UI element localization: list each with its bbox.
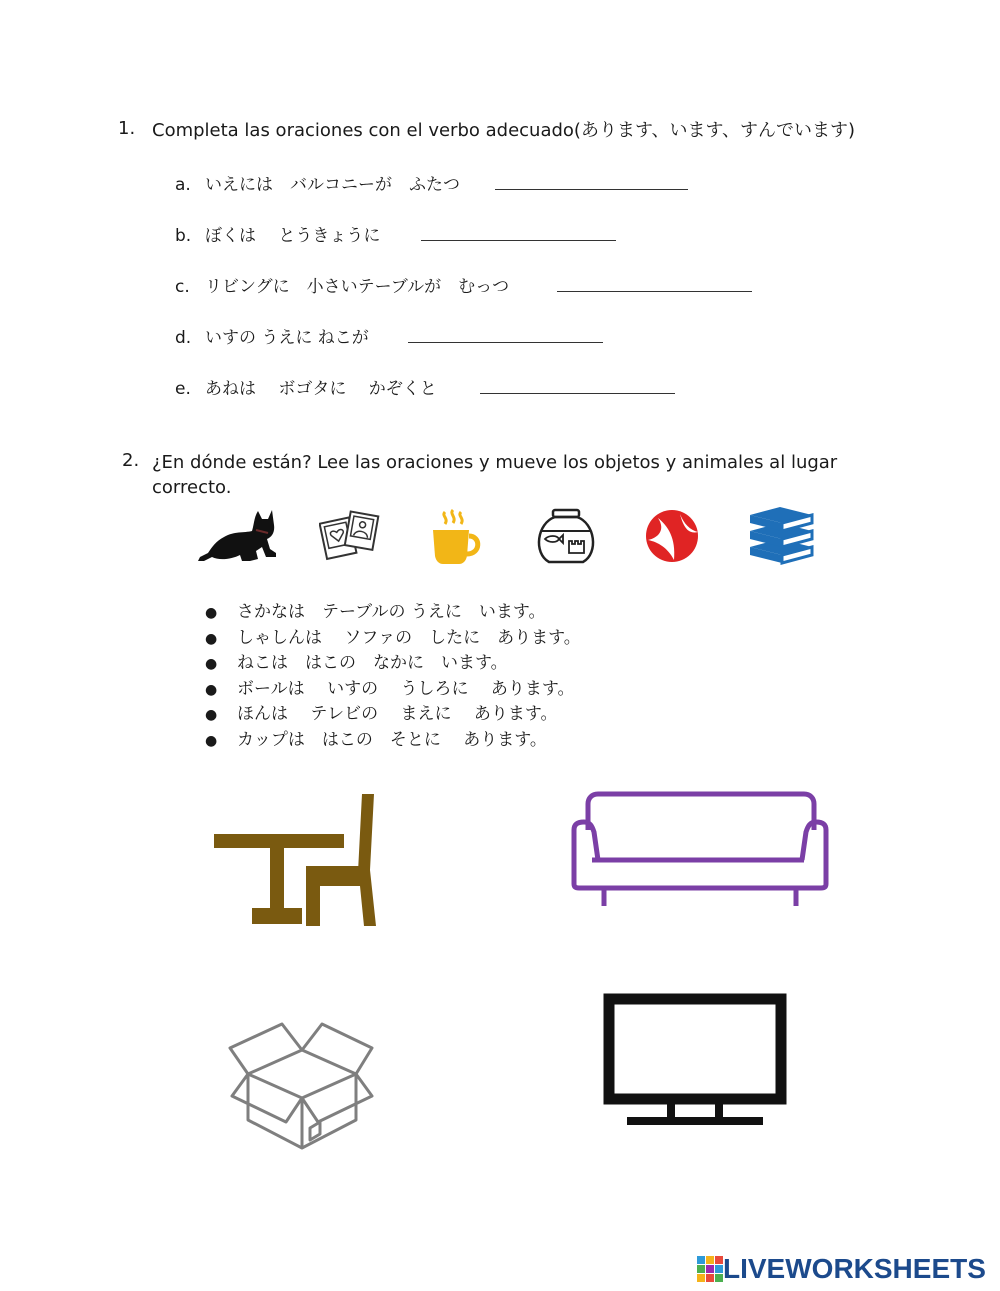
answer-blank-d[interactable] (408, 342, 603, 343)
sentence-text: しゃしんは ソファの したに あります。 (237, 627, 581, 648)
liveworksheets-logo (697, 1253, 986, 1285)
list-item (205, 702, 581, 728)
bullet: ● (205, 681, 218, 698)
box-icon (228, 1010, 374, 1154)
logo-text: LIVEWORKSHEETS (723, 1253, 986, 1284)
sentence-text: ねこは はこの なかに います。 (237, 653, 508, 673)
item-text: ぼくは とうきょうに (205, 226, 381, 246)
sentence-list (205, 600, 581, 753)
question-1-item-a (175, 170, 460, 195)
question-1-item-b (175, 221, 380, 246)
question-1-item-c (175, 272, 509, 297)
tv-icon (603, 993, 787, 1129)
item-letter: a. (175, 175, 191, 195)
sofa-icon (570, 790, 830, 910)
question-2-number: 2. (122, 450, 140, 471)
question-2-prompt-line1: ¿En dónde están? Lee las oraciones y mueve los objetos y animales al lugar (152, 452, 838, 473)
question-1-item-d (175, 323, 369, 348)
fishbowl-icon[interactable] (535, 507, 597, 567)
list-item (205, 728, 581, 754)
ball-icon[interactable] (644, 508, 700, 564)
item-text: あねは ボゴタに かぞくと (205, 379, 437, 399)
answer-blank-b[interactable] (421, 240, 616, 241)
bullet: ● (205, 707, 218, 723)
answer-blank-a[interactable] (495, 189, 688, 190)
list-item (205, 677, 581, 703)
list-item (205, 626, 581, 652)
question-1-number: 1. (118, 118, 136, 139)
item-text: いすの うえに ねこが (205, 328, 369, 348)
question-1-prompt: Completa las oraciones con el verbo adecuado(あります、います、すんでいます) (152, 120, 856, 141)
bullet: ● (205, 605, 218, 621)
bullet: ● (205, 732, 218, 749)
item-letter: e. (175, 379, 191, 399)
item-text: いえには バルコニーが ふたつ (205, 175, 460, 195)
sentence-text: さかなは テーブルの うえに います。 (237, 602, 546, 622)
list-item (205, 600, 581, 626)
question-1-item-e (175, 374, 437, 399)
item-letter: d. (175, 328, 192, 348)
sentence-text: ほんは テレビの まえに あります。 (237, 704, 558, 724)
question-2-prompt-line2: correcto. (152, 477, 232, 498)
bullet: ● (205, 656, 218, 672)
item-text: リビングに 小さいテーブルが むっつ (205, 277, 510, 297)
photos-icon[interactable] (319, 508, 381, 564)
bullet: ● (205, 630, 218, 647)
table-chair-icon (212, 790, 380, 930)
books-icon[interactable] (746, 503, 816, 567)
answer-blank-e[interactable] (480, 393, 675, 394)
item-letter: c. (175, 277, 190, 297)
answer-blank-c[interactable] (557, 291, 752, 292)
logo-blocks-icon (697, 1256, 723, 1282)
sentence-text: カップは はこの そとに あります。 (237, 729, 547, 750)
list-item (205, 651, 581, 677)
cat-icon[interactable] (196, 505, 280, 567)
sentence-text: ボールは いすの うしろに あります。 (237, 678, 575, 699)
cup-icon[interactable] (429, 508, 483, 566)
item-letter: b. (175, 226, 192, 246)
